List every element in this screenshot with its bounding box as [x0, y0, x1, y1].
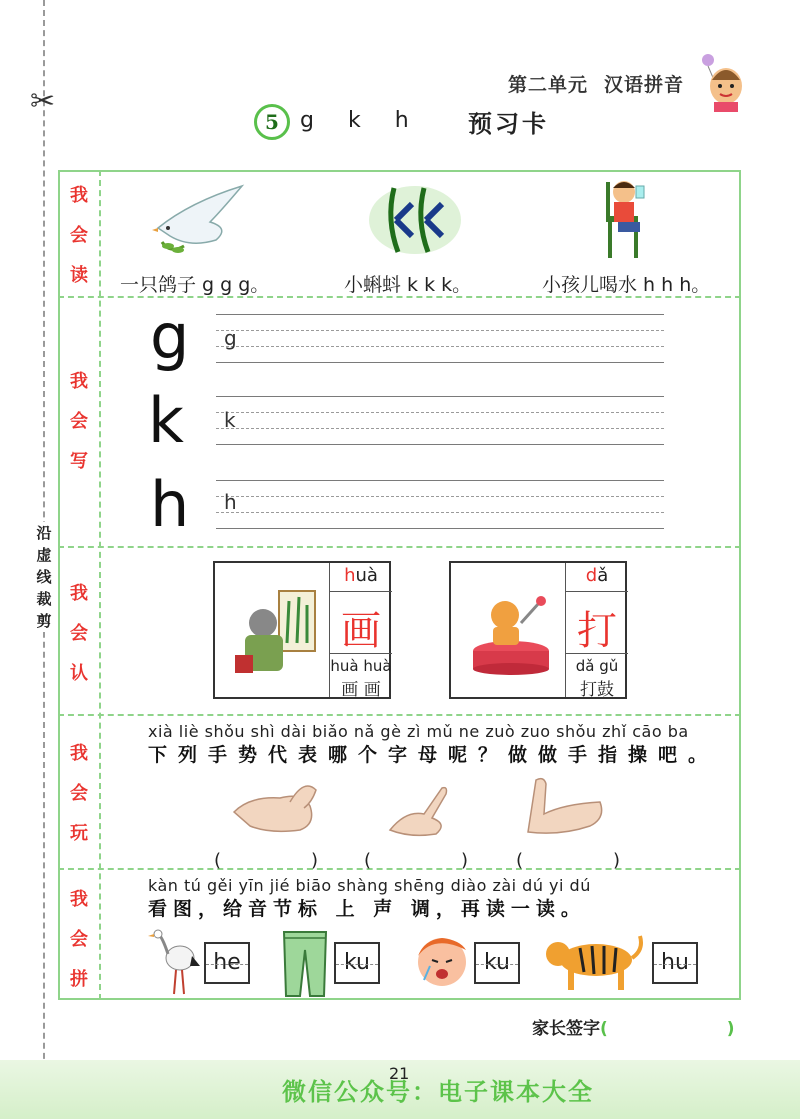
read-caption-1: 一只鸽子 g g g。	[120, 274, 270, 296]
word-pinyin: huà huà	[330, 657, 392, 675]
recognize-card-da	[449, 561, 627, 699]
syllable-box-1[interactable]: he	[204, 942, 250, 984]
character-da: 打	[577, 608, 617, 654]
crane-icon	[148, 926, 202, 996]
crying-boy-icon	[410, 932, 470, 990]
hand-gesture-2-icon	[386, 780, 456, 838]
dove-icon	[150, 182, 250, 260]
boy-drinking-icon	[598, 176, 664, 260]
recognize-card-hua	[213, 561, 391, 699]
pinyin-initial: h	[344, 565, 356, 586]
pinyin-initial: d	[585, 565, 598, 586]
write-sample-h: h	[224, 490, 237, 514]
write-letter-k-stroke: k	[148, 384, 184, 457]
pants-icon	[280, 930, 330, 998]
spell-instruction-pinyin: kàn tú gěi yīn jié biāo shàng shēng diào zài dú yi dú	[148, 876, 591, 895]
play-instruction-text: 下列手势代表哪个字母呢？做做手指操吧。	[148, 744, 719, 766]
tiger-drum-icon	[465, 593, 559, 677]
writing-guide-g[interactable]	[216, 314, 664, 378]
syllable-box-3[interactable]: ku	[474, 942, 520, 984]
section-divider	[58, 546, 741, 548]
word-characters: 打鼓	[580, 680, 614, 700]
write-letter-h-stroke: h	[150, 468, 190, 541]
word-pinyin: dǎ gǔ	[575, 657, 619, 675]
section-label-spell: 我 会 拼	[70, 889, 88, 990]
answer-blank-2[interactable]: ( )	[364, 850, 469, 871]
writing-guide-h[interactable]	[216, 480, 664, 544]
write-sample-k: k	[224, 408, 236, 432]
write-sample-g: g	[224, 326, 237, 350]
lesson-number: 5	[254, 104, 290, 140]
read-caption-3: 小孩儿喝水 h h h。	[542, 274, 711, 296]
section-divider	[58, 714, 741, 716]
play-instruction-pinyin: xià liè shǒu shì dài biǎo nǎ gè zì mǔ ne zuò zuo shǒu zhǐ cāo ba	[148, 722, 689, 741]
character-hua: 画	[341, 608, 381, 654]
hand-gesture-3-icon	[520, 774, 608, 836]
tadpole-icon	[368, 180, 462, 260]
painter-icon	[223, 581, 323, 681]
writing-guide-k[interactable]	[216, 396, 664, 460]
pinyin-final: ǎ	[597, 565, 609, 586]
write-letter-g-stroke: g	[150, 300, 190, 373]
lesson-letters: g k h	[300, 108, 411, 133]
cut-instruction: 沿 虚 线 裁 剪	[34, 522, 54, 632]
word-characters: 画 画	[341, 680, 381, 700]
unit-title: 第二单元 汉语拼音	[508, 74, 685, 96]
pinyin-final: uà	[355, 565, 378, 586]
section-label-read: 我 会 读	[70, 185, 88, 286]
tiger-icon	[540, 930, 646, 994]
card-title: 预习卡	[468, 110, 549, 138]
syllable-box-2[interactable]: ku	[334, 942, 380, 984]
scissors-icon: ✂	[30, 84, 56, 119]
section-label-recognize: 我 会 认	[70, 583, 88, 684]
page-number: 21	[389, 1064, 410, 1083]
answer-blank-1[interactable]: ( )	[214, 850, 319, 871]
read-caption-2: 小蝌蚪 k k k。	[344, 274, 472, 296]
answer-blank-3[interactable]: ( )	[516, 850, 621, 871]
parent-signature[interactable]: 家长签字( )	[532, 1019, 735, 1039]
section-label-write: 我 会 写	[70, 371, 88, 472]
spell-instruction-text: 看图，给音节标 上 声 调，再读一读。	[148, 898, 586, 920]
syllable-box-4[interactable]: hu	[652, 942, 698, 984]
watermark: 微信公众号：电子课本大全	[282, 1078, 594, 1106]
mascot-icon	[694, 50, 750, 112]
section-label-play: 我 会 玩	[70, 743, 88, 844]
hand-gesture-1-icon	[230, 772, 326, 836]
label-column-divider	[99, 170, 101, 1000]
